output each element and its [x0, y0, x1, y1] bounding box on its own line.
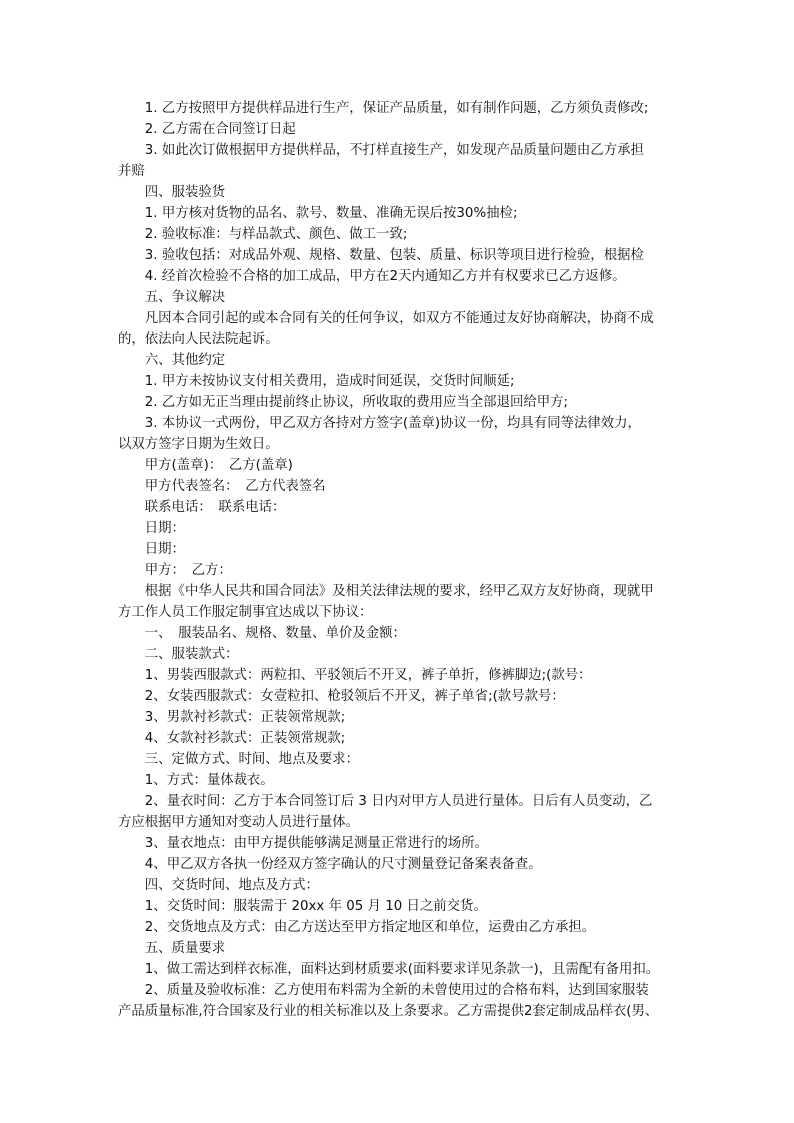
text-line: 2. 验收标准：与样品款式、颜色、做工一致; — [118, 227, 408, 242]
text-line: 根据《中华人民共和国合同法》及相关法律法规的要求，经甲乙双方友好协商，现就甲 — [118, 584, 654, 599]
signature-line: 联系电话： 联系电话： — [118, 500, 286, 515]
signature-line: 甲方代表签名： 乙方代表签名 — [118, 479, 326, 494]
text-line: 3. 本协议一式两份，甲乙双方各持对方签字(盖章)协议一份，均具有同等法律效力， — [118, 416, 641, 431]
signature-line: 甲方： 乙方： — [118, 563, 232, 578]
text-line: 方应根据甲方通知对变动人员进行量体。 — [118, 815, 360, 830]
text-line: 4. 经首次检验不合格的加工成品，甲方在2天内通知乙方并有权要求已乙方返修。 — [118, 269, 626, 284]
text-line: 3、量衣地点：由甲方提供能够满足测量正常进行的场所。 — [118, 836, 489, 851]
text-line: 1、方式：量体裁衣。 — [118, 773, 274, 788]
signature-line: 日期： — [118, 542, 185, 557]
text-line: 2. 乙方如无正当理由提前终止协议，所收取的费用应当全部退回给甲方; — [118, 395, 569, 410]
text-line: 1、交货时间：服装需于 20xx 年 05 月 10 日之前交货。 — [118, 899, 487, 914]
text-line: 2. 乙方需在合同签订日起 — [118, 122, 296, 137]
section-heading: 三、定做方式、时间、地点及要求： — [118, 752, 360, 767]
signature-line: 日期： — [118, 521, 185, 536]
section-heading: 四、服装验货 — [118, 185, 226, 200]
text-line: 1. 甲方核对货物的品名、款号、数量、准确无误后按30%抽检; — [118, 206, 518, 221]
section-heading: 五、质量要求 — [118, 941, 226, 956]
text-line: 3. 如此次订做根据甲方提供样品，不打样直接生产，如发现产品质量问题由乙方承担 — [118, 143, 644, 158]
text-line: 2、质量及验收标准：乙方使用布料需为全新的未曾使用过的合格布料，达到国家服装 — [118, 983, 649, 998]
text-line: 4、女款衬衫款式：正装领常规款; — [118, 731, 346, 746]
text-line: 2、交货地点及方式：由乙方送达至甲方指定地区和单位，运费由乙方承担。 — [118, 920, 596, 935]
text-line: 3、男款衬衫款式：正装领常规款; — [118, 710, 346, 725]
text-line: 4、甲乙双方各执一份经双方签字确认的尺寸测量登记备案表备查。 — [118, 857, 542, 872]
text-line: 1、做工需达到样衣标准，面料达到材质要求(面料要求详见条款一)，且需配有备用扣。 — [118, 962, 660, 977]
text-line: 产品质量标准,符合国家及行业的相关标准以及上条要求。乙方需提供2套定制成品样衣(男、 — [118, 1004, 659, 1019]
section-heading: 一、 服装品名、规格、数量、单价及金额： — [118, 626, 406, 641]
section-heading: 四、交货时间、地点及方式： — [118, 878, 319, 893]
text-line: 3. 验收包括：对成品外观、规格、数量、包装、质量、标识等项目进行检验，根据检 — [118, 248, 644, 263]
text-line: 凡因本合同引起的或本合同有关的任何争议，如双方不能通过友好协商解决，协商不成 — [118, 311, 654, 326]
section-heading: 六、其他约定 — [118, 353, 226, 368]
section-heading: 五、争议解决 — [118, 290, 226, 305]
text-line: 1. 甲方未按协议支付相关费用，造成时间延误，交货时间顺延; — [118, 374, 515, 389]
text-line: 2、女装西服款式：女壹粒扣、枪驳领后不开叉，裤子单省;(款号款号： — [118, 689, 565, 704]
text-line: 2、量衣时间：乙方于本合同签订后 3 日内对甲方人员进行量体。日后有人员变动，乙 — [118, 794, 653, 809]
section-heading: 二、服装款式： — [118, 647, 239, 662]
text-line: 的，依法向人民法院起诉。 — [118, 332, 279, 347]
text-line: 方工作人员工作服定制事宜达成以下协议： — [118, 605, 373, 620]
signature-line: 甲方(盖章)： 乙方(盖章) — [118, 458, 293, 473]
text-line: 以双方签字日期为生效日。 — [118, 437, 279, 452]
text-line: 1、男装西服款式：两粒扣、平驳领后不开叉，裤子单折，修裤脚边;(款号： — [118, 668, 592, 683]
text-line: 并赔 — [118, 164, 145, 179]
text-line: 1. 乙方按照甲方提供样品进行生产，保证产品质量，如有制作问题，乙方须负责修改; — [118, 101, 649, 116]
